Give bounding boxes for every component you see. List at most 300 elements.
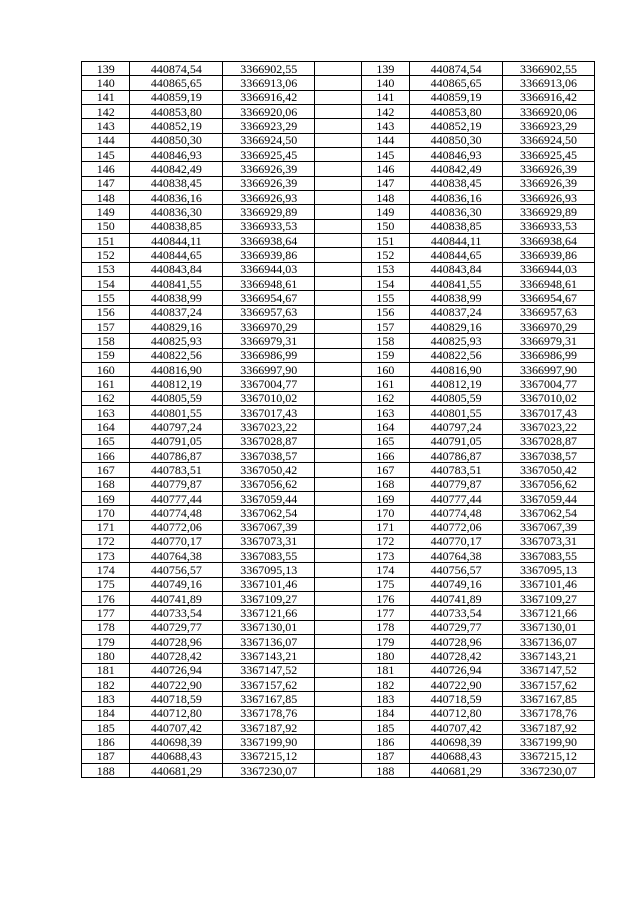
right-y-coordinate-cell: 3366979,31 (503, 334, 595, 348)
table-row (82, 520, 595, 534)
spacer-cell (315, 692, 361, 706)
right-x-coordinate-cell: 440764,38 (410, 549, 503, 563)
spacer-cell (315, 76, 361, 90)
left-point-number-cell: 146 (82, 162, 130, 176)
right-x-coordinate-cell: 440838,99 (410, 291, 503, 305)
spacer-cell (315, 405, 361, 419)
right-x-coordinate-cell: 440772,06 (410, 520, 503, 534)
right-y-coordinate-cell: 3367109,27 (503, 592, 595, 606)
right-x-coordinate-cell: 440756,57 (410, 563, 503, 577)
left-x-coordinate-cell: 440841,55 (130, 276, 223, 290)
left-point-number-cell: 161 (82, 377, 130, 391)
table-row (82, 477, 595, 491)
left-point-number-cell: 160 (82, 362, 130, 376)
right-x-coordinate-cell: 440838,45 (410, 176, 503, 190)
coordinates-table-body (82, 62, 595, 778)
spacer-cell (315, 506, 361, 520)
left-point-number-cell: 141 (82, 90, 130, 104)
spacer-cell (315, 706, 361, 720)
right-point-number-cell: 163 (361, 405, 409, 419)
left-point-number-cell: 183 (82, 692, 130, 706)
left-point-number-cell: 171 (82, 520, 130, 534)
left-point-number-cell: 156 (82, 305, 130, 319)
right-y-coordinate-cell: 3366986,99 (503, 348, 595, 362)
left-point-number-cell: 181 (82, 663, 130, 677)
left-y-coordinate-cell: 3366929,89 (223, 205, 315, 219)
left-x-coordinate-cell: 440822,56 (130, 348, 223, 362)
left-y-coordinate-cell: 3367038,57 (223, 448, 315, 462)
right-point-number-cell: 142 (361, 104, 409, 118)
table-row (82, 463, 595, 477)
spacer-cell (315, 291, 361, 305)
left-y-coordinate-cell: 3366933,53 (223, 219, 315, 233)
left-x-coordinate-cell: 440786,87 (130, 448, 223, 462)
right-point-number-cell: 173 (361, 549, 409, 563)
right-y-coordinate-cell: 3366929,89 (503, 205, 595, 219)
table-row (82, 276, 595, 290)
right-point-number-cell: 143 (361, 119, 409, 133)
left-x-coordinate-cell: 440836,16 (130, 190, 223, 204)
right-x-coordinate-cell: 440733,54 (410, 606, 503, 620)
left-y-coordinate-cell: 3367101,46 (223, 577, 315, 591)
left-x-coordinate-cell: 440846,93 (130, 147, 223, 161)
right-x-coordinate-cell: 440816,90 (410, 362, 503, 376)
left-y-coordinate-cell: 3367121,66 (223, 606, 315, 620)
right-y-coordinate-cell: 3366926,39 (503, 176, 595, 190)
left-x-coordinate-cell: 440850,30 (130, 133, 223, 147)
left-y-coordinate-cell: 3367073,31 (223, 534, 315, 548)
coordinates-table (81, 61, 595, 778)
table-row (82, 76, 595, 90)
spacer-cell (315, 133, 361, 147)
left-x-coordinate-cell: 440852,19 (130, 119, 223, 133)
right-x-coordinate-cell: 440843,84 (410, 262, 503, 276)
spacer-cell (315, 649, 361, 663)
spacer-cell (315, 319, 361, 333)
right-x-coordinate-cell: 440712,80 (410, 706, 503, 720)
right-y-coordinate-cell: 3367038,57 (503, 448, 595, 462)
left-x-coordinate-cell: 440770,17 (130, 534, 223, 548)
table-row (82, 620, 595, 634)
right-y-coordinate-cell: 3366926,39 (503, 162, 595, 176)
spacer-cell (315, 606, 361, 620)
right-point-number-cell: 169 (361, 491, 409, 505)
left-y-coordinate-cell: 3367067,39 (223, 520, 315, 534)
left-point-number-cell: 179 (82, 635, 130, 649)
spacer-cell (315, 305, 361, 319)
table-row (82, 592, 595, 606)
right-point-number-cell: 147 (361, 176, 409, 190)
right-x-coordinate-cell: 440850,30 (410, 133, 503, 147)
left-y-coordinate-cell: 3367230,07 (223, 764, 315, 778)
right-x-coordinate-cell: 440846,93 (410, 147, 503, 161)
spacer-cell (315, 119, 361, 133)
left-y-coordinate-cell: 3366970,29 (223, 319, 315, 333)
right-y-coordinate-cell: 3367017,43 (503, 405, 595, 419)
left-x-coordinate-cell: 440874,54 (130, 62, 223, 76)
right-x-coordinate-cell: 440837,24 (410, 305, 503, 319)
right-y-coordinate-cell: 3366933,53 (503, 219, 595, 233)
left-point-number-cell: 188 (82, 764, 130, 778)
table-row (82, 391, 595, 405)
left-y-coordinate-cell: 3366913,06 (223, 76, 315, 90)
spacer-cell (315, 391, 361, 405)
table-row (82, 362, 595, 376)
left-y-coordinate-cell: 3366939,86 (223, 248, 315, 262)
left-x-coordinate-cell: 440838,85 (130, 219, 223, 233)
right-point-number-cell: 141 (361, 90, 409, 104)
right-y-coordinate-cell: 3367167,85 (503, 692, 595, 706)
right-x-coordinate-cell: 440722,90 (410, 678, 503, 692)
right-point-number-cell: 171 (361, 520, 409, 534)
left-point-number-cell: 170 (82, 506, 130, 520)
right-y-coordinate-cell: 3367004,77 (503, 377, 595, 391)
right-point-number-cell: 186 (361, 735, 409, 749)
left-x-coordinate-cell: 440726,94 (130, 663, 223, 677)
right-x-coordinate-cell: 440844,11 (410, 233, 503, 247)
left-x-coordinate-cell: 440728,96 (130, 635, 223, 649)
right-x-coordinate-cell: 440707,42 (410, 721, 503, 735)
left-y-coordinate-cell: 3367023,22 (223, 420, 315, 434)
right-x-coordinate-cell: 440829,16 (410, 319, 503, 333)
right-y-coordinate-cell: 3367143,21 (503, 649, 595, 663)
left-y-coordinate-cell: 3367083,55 (223, 549, 315, 563)
right-x-coordinate-cell: 440842,49 (410, 162, 503, 176)
right-point-number-cell: 154 (361, 276, 409, 290)
spacer-cell (315, 147, 361, 161)
left-y-coordinate-cell: 3367109,27 (223, 592, 315, 606)
table-row (82, 348, 595, 362)
left-x-coordinate-cell: 440825,93 (130, 334, 223, 348)
table-row (82, 405, 595, 419)
right-y-coordinate-cell: 3367095,13 (503, 563, 595, 577)
right-x-coordinate-cell: 440741,89 (410, 592, 503, 606)
left-point-number-cell: 176 (82, 592, 130, 606)
right-point-number-cell: 161 (361, 377, 409, 391)
right-point-number-cell: 153 (361, 262, 409, 276)
left-y-coordinate-cell: 3367095,13 (223, 563, 315, 577)
right-y-coordinate-cell: 3366939,86 (503, 248, 595, 262)
spacer-cell (315, 262, 361, 276)
left-point-number-cell: 174 (82, 563, 130, 577)
right-point-number-cell: 185 (361, 721, 409, 735)
left-point-number-cell: 155 (82, 291, 130, 305)
right-y-coordinate-cell: 3367130,01 (503, 620, 595, 634)
table-row (82, 305, 595, 319)
left-y-coordinate-cell: 3367167,85 (223, 692, 315, 706)
left-point-number-cell: 147 (82, 176, 130, 190)
spacer-cell (315, 377, 361, 391)
left-point-number-cell: 186 (82, 735, 130, 749)
left-x-coordinate-cell: 440842,49 (130, 162, 223, 176)
table-row (82, 420, 595, 434)
right-y-coordinate-cell: 3367028,87 (503, 434, 595, 448)
spacer-cell (315, 190, 361, 204)
right-point-number-cell: 157 (361, 319, 409, 333)
table-row (82, 119, 595, 133)
left-x-coordinate-cell: 440733,54 (130, 606, 223, 620)
table-row (82, 262, 595, 276)
right-x-coordinate-cell: 440844,65 (410, 248, 503, 262)
spacer-cell (315, 477, 361, 491)
right-point-number-cell: 165 (361, 434, 409, 448)
left-point-number-cell: 159 (82, 348, 130, 362)
left-point-number-cell: 144 (82, 133, 130, 147)
spacer-cell (315, 749, 361, 763)
right-point-number-cell: 170 (361, 506, 409, 520)
right-x-coordinate-cell: 440728,96 (410, 635, 503, 649)
table-row (82, 434, 595, 448)
right-x-coordinate-cell: 440797,24 (410, 420, 503, 434)
table-row (82, 448, 595, 462)
right-y-coordinate-cell: 3367062,54 (503, 506, 595, 520)
right-point-number-cell: 184 (361, 706, 409, 720)
right-x-coordinate-cell: 440822,56 (410, 348, 503, 362)
left-x-coordinate-cell: 440749,16 (130, 577, 223, 591)
spacer-cell (315, 90, 361, 104)
spacer-cell (315, 62, 361, 76)
table-row (82, 721, 595, 735)
right-y-coordinate-cell: 3367083,55 (503, 549, 595, 563)
table-row (82, 334, 595, 348)
right-y-coordinate-cell: 3366913,06 (503, 76, 595, 90)
left-point-number-cell: 182 (82, 678, 130, 692)
left-y-coordinate-cell: 3367147,52 (223, 663, 315, 677)
left-x-coordinate-cell: 440718,59 (130, 692, 223, 706)
right-point-number-cell: 179 (361, 635, 409, 649)
left-point-number-cell: 187 (82, 749, 130, 763)
right-point-number-cell: 164 (361, 420, 409, 434)
spacer-cell (315, 463, 361, 477)
left-point-number-cell: 163 (82, 405, 130, 419)
right-x-coordinate-cell: 440726,94 (410, 663, 503, 677)
left-point-number-cell: 142 (82, 104, 130, 118)
right-point-number-cell: 174 (361, 563, 409, 577)
spacer-cell (315, 592, 361, 606)
left-y-coordinate-cell: 3367010,02 (223, 391, 315, 405)
left-y-coordinate-cell: 3367199,90 (223, 735, 315, 749)
right-x-coordinate-cell: 440865,65 (410, 76, 503, 90)
left-y-coordinate-cell: 3366997,90 (223, 362, 315, 376)
left-point-number-cell: 164 (82, 420, 130, 434)
right-x-coordinate-cell: 440841,55 (410, 276, 503, 290)
spacer-cell (315, 348, 361, 362)
left-y-coordinate-cell: 3366979,31 (223, 334, 315, 348)
left-point-number-cell: 185 (82, 721, 130, 735)
table-row (82, 104, 595, 118)
left-point-number-cell: 178 (82, 620, 130, 634)
right-y-coordinate-cell: 3367050,42 (503, 463, 595, 477)
right-y-coordinate-cell: 3366997,90 (503, 362, 595, 376)
right-x-coordinate-cell: 440749,16 (410, 577, 503, 591)
right-point-number-cell: 177 (361, 606, 409, 620)
left-x-coordinate-cell: 440772,06 (130, 520, 223, 534)
right-y-coordinate-cell: 3367101,46 (503, 577, 595, 591)
table-row (82, 147, 595, 161)
right-point-number-cell: 176 (361, 592, 409, 606)
left-x-coordinate-cell: 440698,39 (130, 735, 223, 749)
spacer-cell (315, 334, 361, 348)
right-point-number-cell: 148 (361, 190, 409, 204)
left-x-coordinate-cell: 440791,05 (130, 434, 223, 448)
left-point-number-cell: 157 (82, 319, 130, 333)
left-y-coordinate-cell: 3366926,93 (223, 190, 315, 204)
right-x-coordinate-cell: 440853,80 (410, 104, 503, 118)
right-point-number-cell: 150 (361, 219, 409, 233)
left-point-number-cell: 151 (82, 233, 130, 247)
right-y-coordinate-cell: 3367023,22 (503, 420, 595, 434)
left-x-coordinate-cell: 440681,29 (130, 764, 223, 778)
right-x-coordinate-cell: 440805,59 (410, 391, 503, 405)
spacer-cell (315, 162, 361, 176)
right-y-coordinate-cell: 3367136,07 (503, 635, 595, 649)
right-x-coordinate-cell: 440836,30 (410, 205, 503, 219)
right-point-number-cell: 145 (361, 147, 409, 161)
spacer-cell (315, 248, 361, 262)
spacer-cell (315, 520, 361, 534)
right-point-number-cell: 188 (361, 764, 409, 778)
left-x-coordinate-cell: 440741,89 (130, 592, 223, 606)
left-x-coordinate-cell: 440805,59 (130, 391, 223, 405)
table-row (82, 649, 595, 663)
spacer-cell (315, 434, 361, 448)
table-row (82, 635, 595, 649)
left-y-coordinate-cell: 3366916,42 (223, 90, 315, 104)
left-point-number-cell: 152 (82, 248, 130, 262)
left-y-coordinate-cell: 3366926,39 (223, 176, 315, 190)
right-y-coordinate-cell: 3367056,62 (503, 477, 595, 491)
spacer-cell (315, 563, 361, 577)
right-x-coordinate-cell: 440698,39 (410, 735, 503, 749)
left-x-coordinate-cell: 440844,11 (130, 233, 223, 247)
spacer-cell (315, 420, 361, 434)
table-row (82, 764, 595, 778)
left-point-number-cell: 175 (82, 577, 130, 591)
right-point-number-cell: 180 (361, 649, 409, 663)
right-y-coordinate-cell: 3367073,31 (503, 534, 595, 548)
left-x-coordinate-cell: 440777,44 (130, 491, 223, 505)
left-y-coordinate-cell: 3366944,03 (223, 262, 315, 276)
table-row (82, 577, 595, 591)
left-y-coordinate-cell: 3366938,64 (223, 233, 315, 247)
spacer-cell (315, 620, 361, 634)
table-row (82, 606, 595, 620)
left-x-coordinate-cell: 440722,90 (130, 678, 223, 692)
table-row (82, 506, 595, 520)
right-point-number-cell: 158 (361, 334, 409, 348)
right-y-coordinate-cell: 3367010,02 (503, 391, 595, 405)
right-y-coordinate-cell: 3366948,61 (503, 276, 595, 290)
right-y-coordinate-cell: 3366902,55 (503, 62, 595, 76)
right-point-number-cell: 167 (361, 463, 409, 477)
spacer-cell (315, 491, 361, 505)
right-y-coordinate-cell: 3367178,76 (503, 706, 595, 720)
table-row (82, 162, 595, 176)
table-row (82, 706, 595, 720)
right-y-coordinate-cell: 3367067,39 (503, 520, 595, 534)
left-point-number-cell: 149 (82, 205, 130, 219)
table-row (82, 749, 595, 763)
right-x-coordinate-cell: 440812,19 (410, 377, 503, 391)
left-y-coordinate-cell: 3367004,77 (223, 377, 315, 391)
spacer-cell (315, 104, 361, 118)
table-row (82, 205, 595, 219)
right-point-number-cell: 152 (361, 248, 409, 262)
left-point-number-cell: 184 (82, 706, 130, 720)
right-x-coordinate-cell: 440791,05 (410, 434, 503, 448)
right-x-coordinate-cell: 440786,87 (410, 448, 503, 462)
spacer-cell (315, 362, 361, 376)
spacer-cell (315, 721, 361, 735)
left-y-coordinate-cell: 3366986,99 (223, 348, 315, 362)
left-y-coordinate-cell: 3367157,62 (223, 678, 315, 692)
left-point-number-cell: 139 (82, 62, 130, 76)
spacer-cell (315, 176, 361, 190)
right-y-coordinate-cell: 3366954,67 (503, 291, 595, 305)
left-x-coordinate-cell: 440783,51 (130, 463, 223, 477)
table-row (82, 133, 595, 147)
left-x-coordinate-cell: 440836,30 (130, 205, 223, 219)
left-x-coordinate-cell: 440756,57 (130, 563, 223, 577)
left-x-coordinate-cell: 440844,65 (130, 248, 223, 262)
right-x-coordinate-cell: 440838,85 (410, 219, 503, 233)
left-point-number-cell: 162 (82, 391, 130, 405)
left-y-coordinate-cell: 3366920,06 (223, 104, 315, 118)
left-y-coordinate-cell: 3367028,87 (223, 434, 315, 448)
right-point-number-cell: 172 (361, 534, 409, 548)
left-y-coordinate-cell: 3366925,45 (223, 147, 315, 161)
left-point-number-cell: 168 (82, 477, 130, 491)
table-row (82, 549, 595, 563)
right-point-number-cell: 162 (361, 391, 409, 405)
left-x-coordinate-cell: 440707,42 (130, 721, 223, 735)
spacer-cell (315, 549, 361, 563)
spacer-cell (315, 678, 361, 692)
table-row (82, 735, 595, 749)
right-y-coordinate-cell: 3367121,66 (503, 606, 595, 620)
right-point-number-cell: 140 (361, 76, 409, 90)
left-x-coordinate-cell: 440729,77 (130, 620, 223, 634)
right-x-coordinate-cell: 440852,19 (410, 119, 503, 133)
right-x-coordinate-cell: 440688,43 (410, 749, 503, 763)
left-y-coordinate-cell: 3367130,01 (223, 620, 315, 634)
right-point-number-cell: 168 (361, 477, 409, 491)
left-x-coordinate-cell: 440829,16 (130, 319, 223, 333)
left-point-number-cell: 173 (82, 549, 130, 563)
left-point-number-cell: 150 (82, 219, 130, 233)
right-x-coordinate-cell: 440729,77 (410, 620, 503, 634)
left-point-number-cell: 166 (82, 448, 130, 462)
right-point-number-cell: 178 (361, 620, 409, 634)
left-point-number-cell: 167 (82, 463, 130, 477)
table-row (82, 176, 595, 190)
right-point-number-cell: 182 (361, 678, 409, 692)
right-x-coordinate-cell: 440779,87 (410, 477, 503, 491)
left-x-coordinate-cell: 440838,99 (130, 291, 223, 305)
left-y-coordinate-cell: 3367178,76 (223, 706, 315, 720)
left-point-number-cell: 169 (82, 491, 130, 505)
right-point-number-cell: 159 (361, 348, 409, 362)
right-x-coordinate-cell: 440728,42 (410, 649, 503, 663)
left-y-coordinate-cell: 3366957,63 (223, 305, 315, 319)
right-point-number-cell: 139 (361, 62, 409, 76)
left-y-coordinate-cell: 3366902,55 (223, 62, 315, 76)
right-y-coordinate-cell: 3366938,64 (503, 233, 595, 247)
right-y-coordinate-cell: 3366916,42 (503, 90, 595, 104)
left-x-coordinate-cell: 440859,19 (130, 90, 223, 104)
right-y-coordinate-cell: 3366970,29 (503, 319, 595, 333)
left-y-coordinate-cell: 3367136,07 (223, 635, 315, 649)
